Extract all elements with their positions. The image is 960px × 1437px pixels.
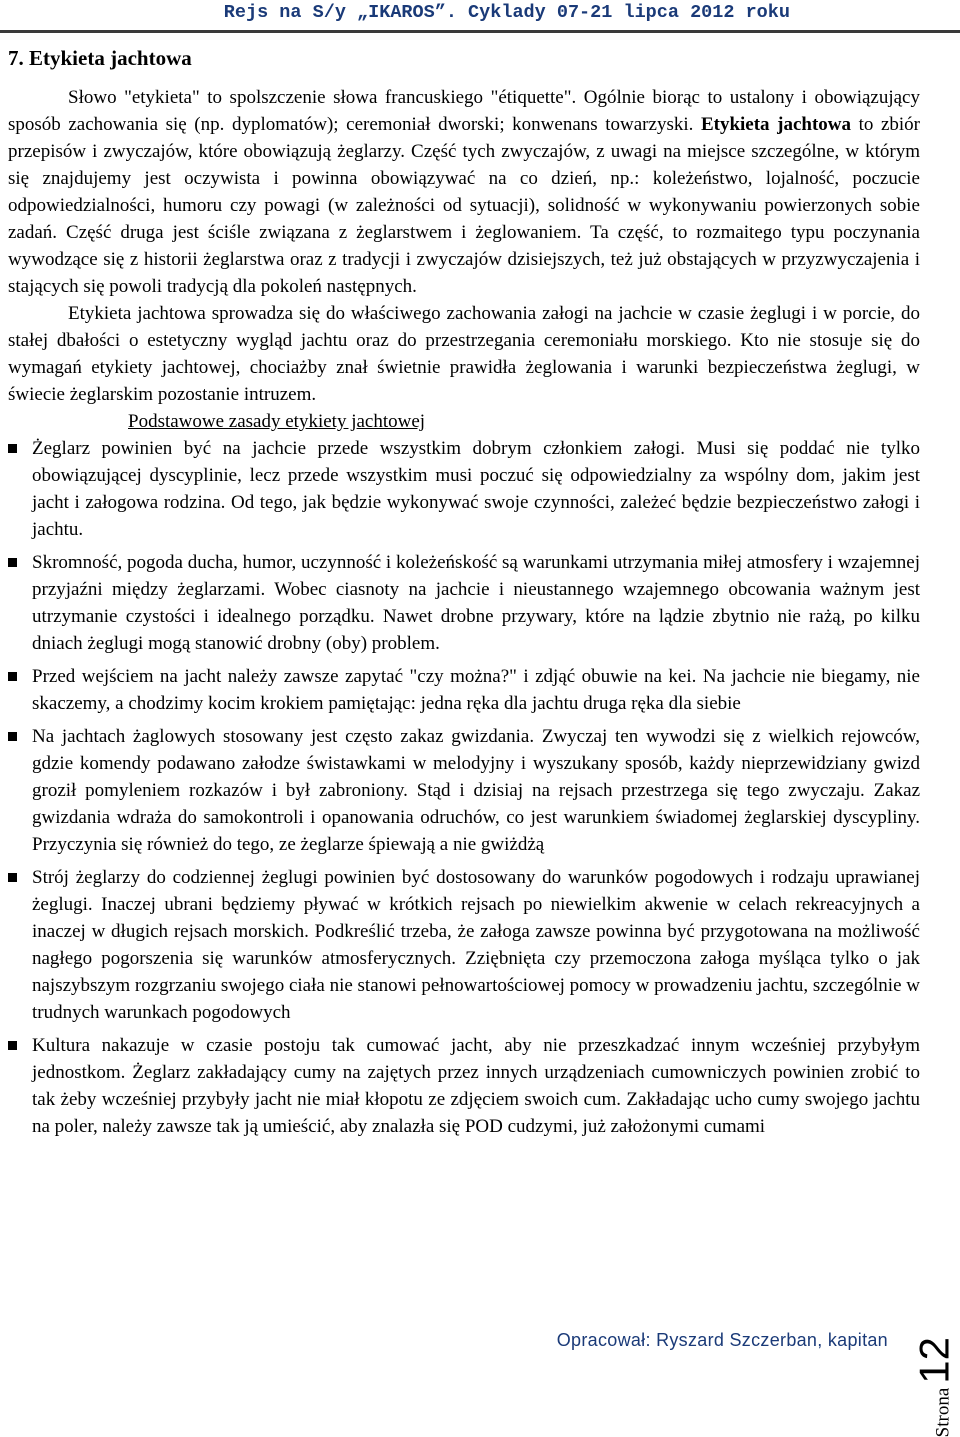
list-item — [8, 723, 920, 858]
second-paragraph: Etykieta jachtowa sprowadza się do właściwego zachowania załogi na jachcie w czasie żeglugi i w porcie, do stałej dbałości o estetyczny wygląd jachtu oraz do przestrzegania ceremoniału morskiego. Kto nie stosuje się do wymagań etykiety jachtowej, chociażby znał świetnie prawidła żeglowania i warunki bezpieczeństwa żeglugi, w świecie żeglarskim pozostanie intruzem. — [8, 303, 920, 405]
list-item — [8, 435, 920, 543]
square-bullet-icon — [8, 558, 17, 567]
page-label: Strona — [932, 1387, 953, 1437]
rules-list — [8, 435, 920, 1140]
page-number: 12 — [910, 1337, 957, 1384]
running-header — [0, 0, 960, 30]
square-bullet-icon — [8, 444, 17, 453]
square-bullet-icon — [8, 732, 17, 741]
list-item — [8, 864, 920, 1026]
list-item — [8, 549, 920, 657]
list-item-text: Na jachtach żaglowych stosowany jest często zakaz gwizdania. Zwyczaj ten wywodzi się z wielkich rejowców, gdzie komendy podawano załodze świstawkami w melodyjny i wyszukany sposób, każdy nieprzewidziany gwizd groził pomyleniem rozkazów i był zabroniony. Stąd i dzisiaj na rejsach przestrzega się tego zwyczaju. Zakaz gwizdania wdraża do samokontroli i opanowania odruchów, co jest warunkiem świadomej żeglarskiej dyscypliny. Przyczynia się również do tego, ze żeglarze śpiewają a nie gwiżdżą — [32, 726, 920, 855]
list-item-text: Żeglarz powinien być na jachcie przede wszystkim dobrym członkiem załogi. Musi się poddać nie tylko obowiązującej dyscyplinie, lecz przede wszystkim musi poczuć się odpowiedzialny za wspólny dom, jakim jest jacht i załogowa rodzina. Od tego, jak będzie wykonywać swoje czynności, zależeć będzie bezpieczeństwo załogi i jachtu. — [32, 438, 920, 540]
intro-bold-term: Etykieta jachtowa — [700, 114, 852, 135]
square-bullet-icon — [8, 873, 17, 882]
square-bullet-icon — [8, 1041, 17, 1050]
footer-author: Opracował: Ryszard Szczerban, kapitan — [556, 1330, 888, 1350]
page-number-marker — [910, 1337, 958, 1437]
document-body — [8, 84, 920, 1146]
rules-heading: Podstawowe zasady etykiety jachtowej — [128, 411, 426, 432]
square-bullet-icon — [8, 672, 17, 681]
intro-paragraph — [8, 84, 920, 300]
header-divider — [0, 30, 960, 33]
list-item — [8, 1032, 920, 1140]
section-title: 7. Etykieta jachtowa — [8, 46, 192, 70]
list-item-text: Przed wejściem na jacht należy zawsze zapytać "czy można?" i zdjąć obuwie na kei. Na jachcie nie biegamy, nie skaczemy, a chodzimy kocim krokiem pamiętając: jedna ręka dla jachtu druga ręka dla siebie — [32, 666, 920, 714]
list-item-text: Skromność, pogoda ducha, humor, uczynność i koleżeńskość są warunkami utrzymania miłej atmosfery i wzajemnej przyjaźni między żeglarzami. Wobec ciasnoty na jachcie i nieustannego wzajemnego obcowania ważnym jest utrzymanie czystości i idealnego porządku. Nawet drobne przywary, które na lądzie zbytnio nie rażą, po kilku dniach żeglugi mogą stanowić drobny (oby) problem. — [32, 552, 920, 654]
list-item-text: Strój żeglarzy do codziennej żeglugi powinien być dostosowany do warunków pogodowych i rodzaju uprawianej żeglugi. Inaczej ubrani będziemy pływać w krótkich rejsach po niewielkim akwenie w celach rekreacyjnych a inaczej w długich rejsach morskich. Podkreślić trzeba, że załoga zawsze powinna być przygotowana na możliwość nagłego pogorszenia się warunków atmosferycznych. Zziębnięta czy przemoczona załoga myśląca tylko o jak najszybszym rozgrzaniu swojego ciała nie stanowi pełnowartościowej pomocy w prowadzeniu jachtu, szczególnie w trudnych warunkach pogodowych — [32, 867, 920, 1023]
intro-text-1: Słowo "etykieta" to spolszczenie słowa francuskiego "étiquette". Ogólnie biorąc to ustalony i obowiązujący sposób zachowania się (np. dyplomatów); ceremoniał dworski; konwenans towarzyski. — [8, 87, 920, 135]
running-header-title: Rejs na S/y „IKAROS”. Cyklady 07-21 lipca 2012 roku — [223, 2, 790, 23]
list-item — [8, 663, 920, 717]
list-item-text: Kultura nakazuje w czasie postoju tak cumować jacht, aby nie przeszkadzać innym wcześniej przybyłym jednostkom. Żeglarz zakładający cumy na zajętych przez innych urządzeniach cumowniczych powinien zrobić to tak żeby wcześniej przybyły jacht nie miał kłopotu ze zdjęciem swoich cum. Zakładając ucho cumy swojego jachtu na poler, należy zawsze tak ją umieścić, aby znalazła się POD cudzymi, już założonymi cumami — [32, 1035, 920, 1137]
intro-text-2: to zbiór przepisów i zwyczajów, które obowiązują żeglarzy. Część tych zwyczajów, z uwagi na miejsce szczególne, w którym się znajdujemy jest oczywista i powinna obowiązywać na co dzień, np.: koleżeństwo, lojalność, poczucie odpowiedzialności, humoru czy powagi (w zależności od sytuacji), solidność w wykonywaniu powierzonych sobie zadań. Część druga jest ściśle związana z żeglarstwem i żeglowaniem. Ta część, to rozmaitego typu poczynania wywodzące się z historii żeglarstwa oraz z tradycji i zwyczajów dzisiejszych, też już obstających w przyzwyczajenia i stających się powoli tradycją dla pokoleń następnych. — [8, 114, 920, 297]
